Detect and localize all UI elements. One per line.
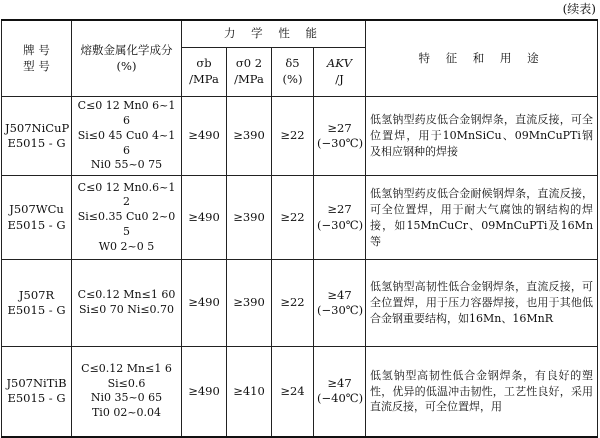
- header-sb-symbol: σb: [196, 56, 212, 71]
- header-s02-unit: /MPa: [234, 72, 264, 86]
- grade-name: J507NiCuP: [5, 120, 70, 135]
- s02-cell: ≥390: [227, 97, 272, 176]
- sb-cell: ≥490: [182, 176, 227, 260]
- header-s02: [227, 48, 272, 97]
- model-name: E5015 - G: [7, 303, 66, 318]
- grade-name: J507R: [18, 287, 55, 302]
- header-grade-line1: 牌 号: [23, 42, 50, 57]
- d5-cell: ≥22: [272, 97, 314, 176]
- table-row: [2, 176, 598, 260]
- akv-temp: (−40℃): [317, 391, 364, 406]
- header-mechanical: 力 学 性 能: [182, 20, 366, 48]
- composition-cell: C≤0.12 Mn≤1 6 Si≤0.6 Ni0 35~0 65 Ti0 02~0.04: [72, 347, 182, 437]
- sb-cell: ≥490: [182, 260, 227, 347]
- model-name: E5015 - G: [7, 391, 66, 406]
- composition-cell: C≤0.12 Mn≤1 60 Si≤0 70 Ni≤0.70: [72, 260, 182, 347]
- header-d5-symbol: δ5: [285, 56, 300, 71]
- header-grade-line2: 型 号: [23, 58, 50, 73]
- s02-cell: ≥390: [227, 260, 272, 347]
- akv-cell: [314, 347, 366, 437]
- use-cell: 低氢钠型高韧性低合金钢焊条，直流反接，可全位置焊，用于压力容器焊接，也用于其他低合金钢重要结构，如16Mn、16MnR: [366, 260, 598, 347]
- electrode-table: [1, 19, 598, 438]
- header-s02-symbol: σ0 2: [235, 56, 263, 71]
- grade-name: J507NiTiB: [6, 375, 67, 390]
- grade-cell: [2, 176, 72, 260]
- header-composition: [72, 20, 182, 97]
- akv-value: ≥47: [327, 287, 352, 302]
- akv-temp: (−30℃): [317, 303, 364, 318]
- d5-cell: ≥22: [272, 260, 314, 347]
- header-sb-unit: /MPa: [189, 72, 219, 86]
- composition-cell: C≤0 12 Mn0.6~1 2 Si≤0.35 Cu0 2~0 5 W0 2~0 5: [72, 176, 182, 260]
- akv-temp: (−30℃): [317, 217, 364, 232]
- table-row: [2, 260, 598, 347]
- header-composition-line2: (%): [116, 58, 137, 73]
- header-composition-line1: 熔敷金属化学成分: [80, 42, 173, 57]
- akv-value: ≥27: [327, 202, 352, 217]
- akv-cell: [314, 260, 366, 347]
- model-name: E5015 - G: [7, 136, 66, 151]
- akv-cell: [314, 97, 366, 176]
- header-d5: [272, 48, 314, 97]
- header-d5-unit: (%): [282, 72, 303, 86]
- grade-cell: [2, 347, 72, 437]
- table-row: [2, 347, 598, 437]
- grade-cell: [2, 97, 72, 176]
- use-cell: 低氢钠型药皮低合金耐候钢焊条，直流反接，可全位置焊，用于耐大气腐蚀的钢结构的焊接，如15MnCuCr、09MnCuPTi及16Mn等: [366, 176, 598, 260]
- header-grade: [2, 20, 72, 97]
- use-cell: 低氢钠型高韧性低合金钢焊条，有良好的塑性，优异的低温冲击韧性，工艺性良好，采用直流反接，可全位置焊，用: [366, 347, 598, 437]
- composition-cell: C≤0 12 Mn0 6~1 6 Si≤0 45 Cu0 4~1 6 Ni0 55~0 75: [72, 97, 182, 176]
- header-akv-unit: /J: [335, 72, 344, 86]
- use-cell: 低氢钠型药皮低合金钢焊条，直流反接，可全位置焊，用于10MnSiCu、09MnCuPTi钢及相应钢种的焊接: [366, 97, 598, 176]
- grade-name: J507WCu: [9, 202, 64, 217]
- d5-cell: ≥22: [272, 176, 314, 260]
- akv-value: ≥47: [327, 375, 352, 390]
- d5-cell: ≥24: [272, 347, 314, 437]
- sb-cell: ≥490: [182, 97, 227, 176]
- s02-cell: ≥410: [227, 347, 272, 437]
- header-sb: [182, 48, 227, 97]
- s02-cell: ≥390: [227, 176, 272, 260]
- grade-cell: [2, 260, 72, 347]
- header-use: 特 征 和 用 途: [366, 20, 598, 97]
- model-name: E5015 - G: [7, 217, 66, 232]
- akv-cell: [314, 176, 366, 260]
- akv-temp: (−30℃): [317, 136, 364, 151]
- sb-cell: ≥490: [182, 347, 227, 437]
- continued-label: (续表): [562, 2, 596, 16]
- header-akv: [314, 48, 366, 97]
- header-akv-symbol: AKV: [326, 56, 353, 71]
- akv-value: ≥27: [327, 120, 352, 135]
- table-row: [2, 97, 598, 176]
